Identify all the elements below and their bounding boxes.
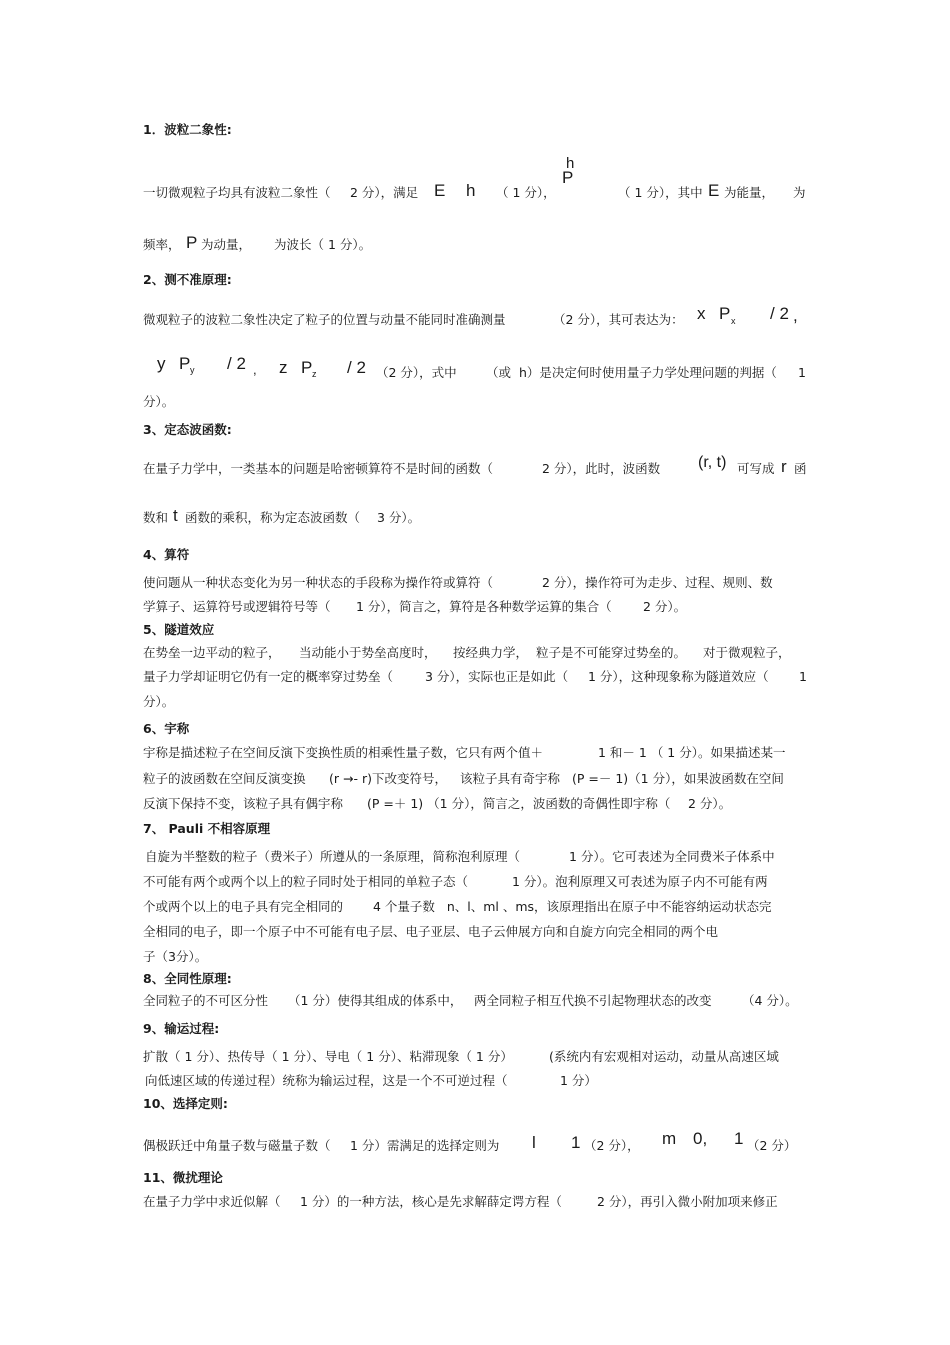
section-2-line-2c: 1: [798, 365, 806, 380]
section-6-line-2a: 粒子的波函数在空间反演变换: [143, 771, 306, 786]
section-6-line-3a: 反演下保持不变，该粒子具有偶宇称: [143, 796, 344, 811]
section-4-line-1b: 2 分），操作符可为走步、过程、规则、数: [542, 575, 773, 590]
section-2-line-3: 分）。: [143, 394, 175, 409]
formula-half-3: / 2: [347, 358, 366, 377]
section-5-line-3: 分）。: [143, 694, 175, 709]
section-10-line-1a: 偶极跃迁中角量子数与磁量子数（: [143, 1138, 331, 1153]
section-3-line-1d: 函: [794, 461, 807, 476]
formula-y: y: [157, 354, 166, 373]
formula-zero: 0,: [693, 1129, 708, 1148]
section-5-line-1c: 按经典力学，: [453, 645, 529, 660]
section-9-title: 9、输运过程:: [143, 1021, 220, 1036]
section-6-line-2b: (r →- r)下改变符号，: [329, 771, 447, 786]
section-10-line-1b: 1 分）需满足的选择定则为: [350, 1138, 500, 1153]
section-8-line-1c: 两全同粒子相互代换不引起物理状态的改变: [474, 993, 712, 1008]
formula-px: P: [719, 304, 731, 323]
section-5-line-2c: 1 分），这种现象称为隧道效应（: [588, 669, 769, 684]
section-4-line-2c: 2 分）。: [643, 599, 687, 614]
section-11-line-1b: 1 分）的一种方法，核心是先求解薛定谔方程（: [300, 1194, 562, 1209]
section-7-line-2a: 不可能有两个或两个以上的粒子同时处于相同的单粒子态（: [143, 874, 469, 889]
formula-px-subscript: x: [731, 316, 736, 326]
section-1-line-2c: 为波长（ 1 分）。: [274, 237, 372, 252]
formula-one-1: 1: [571, 1133, 581, 1152]
section-6-line-2c: 该粒子具有奇宇称: [460, 771, 561, 786]
section-4-line-2a: 学算子、运算符号或逻辑符号等（: [143, 599, 331, 614]
section-6-line-3b: (P =＋ 1) （1 分），简言之，波函数的奇偶性即宇称（: [367, 796, 671, 811]
section-1-title: 1．波粒二象性:: [143, 122, 232, 137]
formula-half-2: / 2: [227, 354, 246, 373]
formula-py: P: [179, 354, 191, 373]
section-4-title: 4、算符: [143, 547, 190, 562]
formula-p-symbol: P: [562, 168, 574, 187]
section-2-line-1b: （2 分），其可表达为：: [553, 312, 684, 327]
section-7-line-3a: 个或两个以上的电子具有完全相同的: [143, 899, 344, 914]
formula-z: z: [279, 358, 288, 377]
section-5-line-1e: 对于微观粒子，: [703, 645, 791, 660]
section-8-line-1a: 全同粒子的不可区分性: [143, 993, 269, 1008]
section-3-line-1a: 在量子力学中，一类基本的问题是哈密顿算符不是时间的函数（: [143, 461, 494, 476]
formula-psi-rt: (r, t): [698, 454, 727, 471]
formula-pz-subscript: z: [312, 369, 317, 379]
section-6-line-2d: (P =－ 1)（1 分），如果波函数在空间: [572, 771, 784, 786]
formula-r: r: [781, 457, 787, 476]
section-2-line-2b: （或 h）是决定何时使用量子力学处理问题的判据（: [486, 365, 777, 380]
section-7-line-1a: 自旋为半整数的粒子（费米子）所遵从的一条原理，简称泡利原理（: [145, 849, 521, 864]
section-3-line-2a: 数和: [143, 510, 169, 525]
section-1-line-1c: （ 1 分），: [496, 185, 556, 200]
section-5-title: 5、隧道效应: [143, 622, 215, 637]
section-7-line-4: 全相同的电子，即一个原子中不可能有电子层、电子亚层、电子云伸展方向和自旋方向完全相同的两个电: [143, 924, 719, 939]
section-5-line-2d: 1: [799, 669, 807, 684]
section-7-line-2b: 1 分）。泡利原理又可表述为原子内不可能有两: [512, 874, 768, 889]
section-5-line-1a: 在势垒一边平动的粒子，: [143, 645, 281, 660]
formula-h-numerator: h: [566, 155, 575, 172]
formula-e-symbol: E: [434, 181, 446, 200]
section-3-line-2b: 函数的乘积，称为定态波函数（: [185, 510, 361, 525]
formula-pz: P: [301, 358, 313, 377]
section-2-line-1a: 微观粒子的波粒二象性决定了粒子的位置与动量不能同时准确测量: [143, 312, 506, 327]
section-5-line-1b: 当动能小于势垒高度时，: [299, 645, 437, 660]
section-11-line-1a: 在量子力学中求近似解（: [143, 1194, 281, 1209]
section-2-line-2a: （2 分），式中: [376, 365, 457, 380]
section-6-line-1b: 1 和－ 1 （ 1 分）。如果描述某一: [598, 745, 786, 760]
formula-m: m: [662, 1129, 677, 1148]
formula-py-subscript: y: [190, 365, 195, 375]
formula-l: l: [532, 1133, 536, 1152]
section-6-line-3c: 2 分）。: [688, 796, 732, 811]
section-5-line-2a: 量子力学却证明它仍有一定的概率穿过势垒（: [143, 669, 394, 684]
section-8-line-1d: （4 分）。: [742, 993, 798, 1008]
section-1-line-1a: 一切微观粒子均具有波粒二象性（: [143, 185, 331, 200]
section-7-title: 7、 Pauli 不相容原理: [143, 821, 271, 836]
section-1-line-1d: （ 1 分），其中: [618, 185, 703, 200]
formula-half-1: / 2: [770, 304, 789, 323]
section-3-line-1b: 2 分），此时，波函数: [542, 461, 661, 476]
section-11-title: 11、微扰理论: [143, 1170, 223, 1185]
section-5-line-2b: 3 分），实际也正是如此（: [425, 669, 569, 684]
section-1-line-1e: 为能量，: [724, 185, 775, 200]
section-7-line-5: 子（3分）。: [143, 949, 208, 964]
section-1-line-2b: 为动量，: [201, 237, 252, 252]
section-9-line-2a: 向低速区域的传递过程）统称为输运过程，这是一个不可逆过程（: [145, 1073, 508, 1088]
section-8-title: 8、全同性原理:: [143, 971, 232, 986]
section-4-line-1a: 使问题从一种状态变化为另一种状态的手段称为操作符或算符（: [143, 575, 494, 590]
section-7-line-1b: 1 分）。它可表述为全同费米子体系中: [569, 849, 775, 864]
section-2-title: 2、测不准原理:: [143, 272, 232, 287]
section-3-title: 3、定态波函数:: [143, 422, 232, 437]
section-6-title: 6、宇称: [143, 721, 190, 736]
section-8-line-1b: （1 分）使得其组成的体系中，: [288, 993, 463, 1008]
section-11-line-1c: 2 分），再引入微小附加项来修正: [597, 1194, 778, 1209]
section-10-title: 10、选择定则:: [143, 1096, 228, 1111]
section-5-line-1d: 粒子是不可能穿过势垒的。: [536, 645, 687, 660]
section-1-line-2a: 频率，: [143, 237, 181, 252]
formula-one-2: 1: [734, 1129, 744, 1148]
section-9-line-2b: 1 分）: [560, 1073, 597, 1088]
formula-comma-2: ,: [253, 362, 257, 377]
section-1-line-1b: 2 分），满足: [350, 185, 419, 200]
section-10-line-1d: （2 分）: [747, 1138, 797, 1153]
formula-h-symbol: h: [466, 181, 476, 200]
section-9-line-1a: 扩散（ 1 分）、热传导（ 1 分）、导电（ 1 分）、粘滞现象（ 1 分）: [143, 1049, 513, 1064]
formula-t: t: [173, 506, 178, 525]
section-3-line-1c: 可写成: [737, 461, 775, 476]
formula-comma-1: ,: [793, 306, 798, 325]
section-3-line-2c: 3 分）。: [377, 510, 421, 525]
section-9-line-1b: (系统内有宏观相对运动，动量从高速区域: [549, 1049, 779, 1064]
formula-p-symbol-2: P: [186, 233, 198, 252]
section-4-line-2b: 1 分），简言之，算符是各种数学运算的集合（: [356, 599, 612, 614]
section-1-line-1f: 为: [793, 185, 806, 200]
section-10-line-1c: （2 分），: [584, 1138, 640, 1153]
formula-e-symbol-2: E: [708, 181, 720, 200]
formula-x: x: [697, 304, 706, 323]
section-7-line-3b: 4 个量子数 n、l、ml 、ms，该原理指出在原子中不能容纳运动状态完: [373, 899, 772, 914]
section-6-line-1a: 宇称是描述粒子在空间反演下变换性质的相乘性量子数，它只有两个值＋: [143, 745, 544, 760]
